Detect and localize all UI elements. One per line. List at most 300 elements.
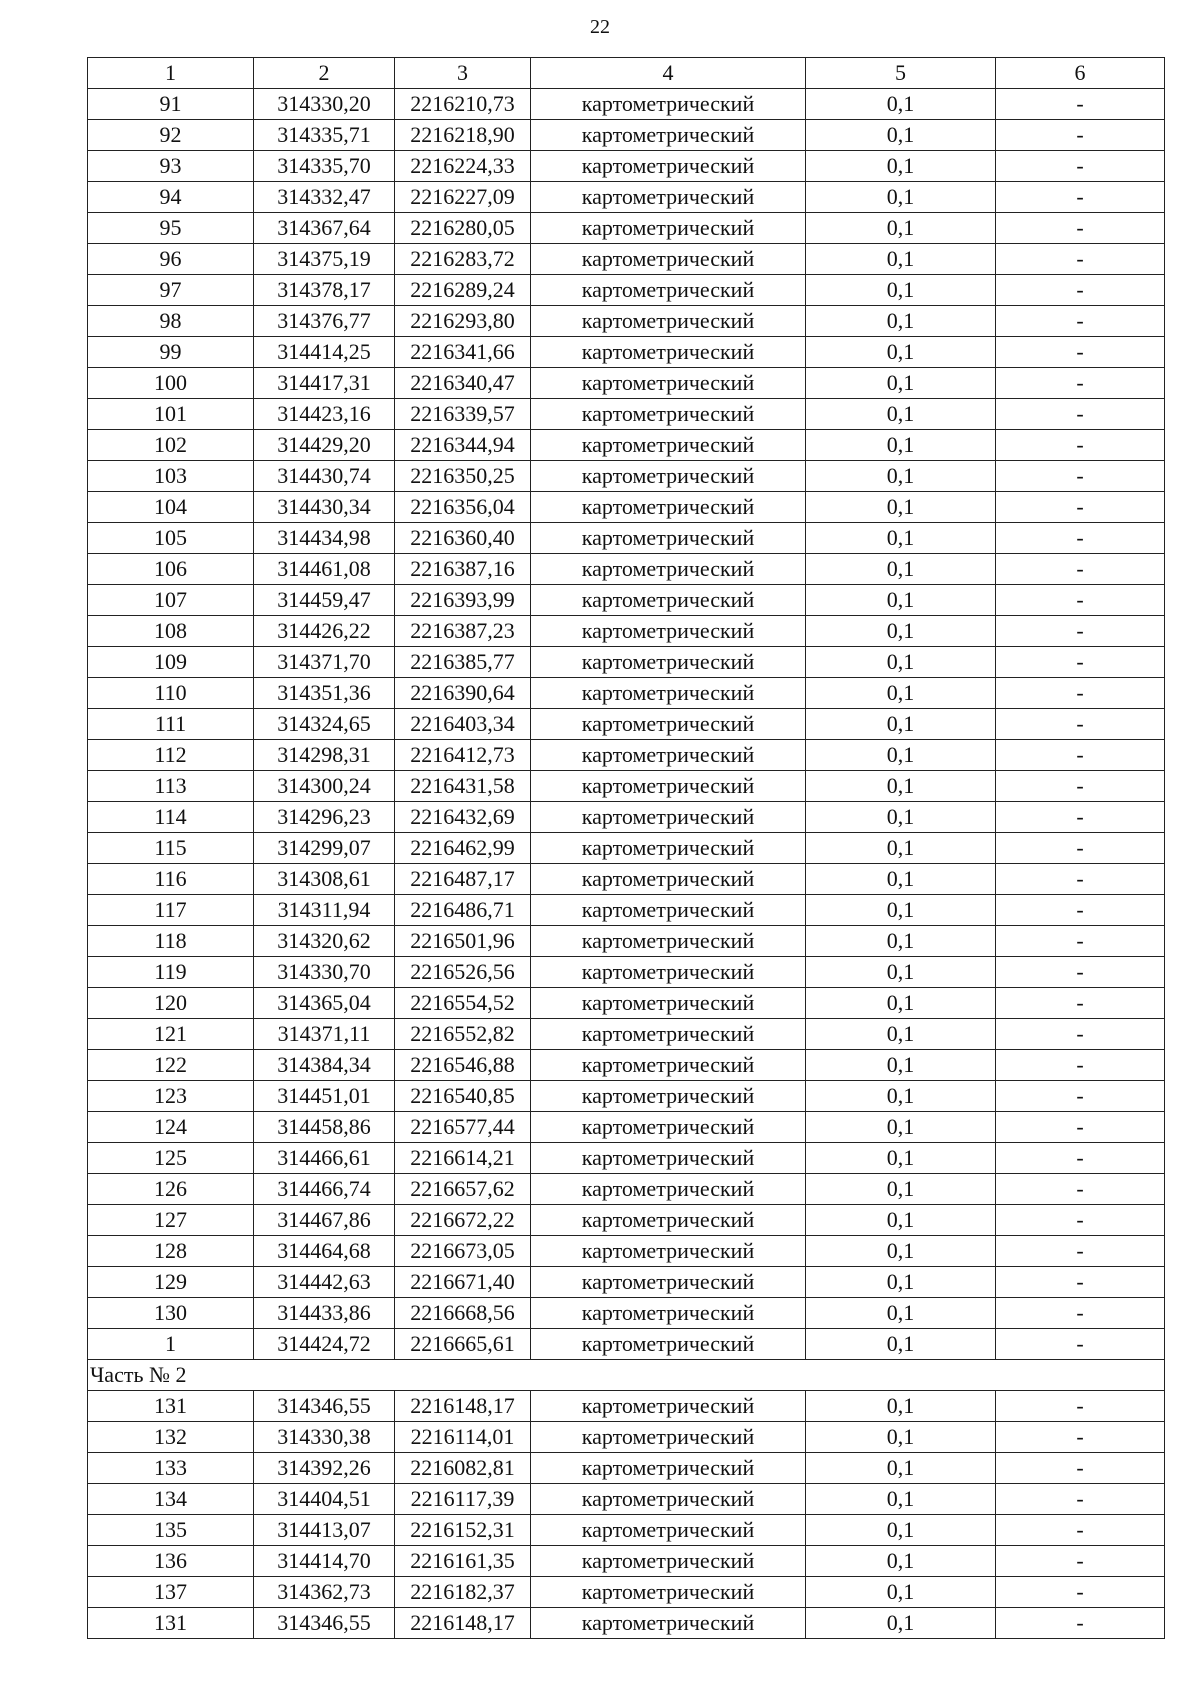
x-coordinate-cell: 314324,65 [254,709,395,740]
note-cell: - [996,1484,1165,1515]
point-number-cell: 111 [88,709,254,740]
note-cell: - [996,182,1165,213]
x-coordinate-cell: 314384,34 [254,1050,395,1081]
accuracy-cell: 0,1 [806,616,996,647]
y-coordinate-cell: 2216671,40 [395,1267,531,1298]
accuracy-cell: 0,1 [806,182,996,213]
header-cell: 3 [395,58,531,89]
accuracy-cell: 0,1 [806,120,996,151]
method-cell: картометрический [531,337,806,368]
note-cell: - [996,1298,1165,1329]
table-row [88,585,1165,616]
point-number-cell: 95 [88,213,254,244]
y-coordinate-cell: 2216360,40 [395,523,531,554]
point-number-cell: 104 [88,492,254,523]
method-cell: картометрический [531,89,806,120]
accuracy-cell: 0,1 [806,1019,996,1050]
table-row [88,120,1165,151]
accuracy-cell: 0,1 [806,461,996,492]
method-cell: картометрический [531,740,806,771]
accuracy-cell: 0,1 [806,864,996,895]
note-cell: - [996,1577,1165,1608]
note-cell: - [996,1453,1165,1484]
note-cell: - [996,647,1165,678]
note-cell: - [996,1143,1165,1174]
method-cell: картометрический [531,1174,806,1205]
point-number-cell: 131 [88,1391,254,1422]
accuracy-cell: 0,1 [806,492,996,523]
coordinates-table [87,57,1165,1639]
method-cell: картометрический [531,213,806,244]
point-number-cell: 116 [88,864,254,895]
point-number-cell: 101 [88,399,254,430]
method-cell: картометрический [531,709,806,740]
y-coordinate-cell: 2216546,88 [395,1050,531,1081]
y-coordinate-cell: 2216540,85 [395,1081,531,1112]
y-coordinate-cell: 2216344,94 [395,430,531,461]
table-row [88,523,1165,554]
note-cell: - [996,1329,1165,1360]
table-row [88,461,1165,492]
note-cell: - [996,275,1165,306]
note-cell: - [996,833,1165,864]
method-cell: картометрический [531,1608,806,1639]
y-coordinate-cell: 2216462,99 [395,833,531,864]
accuracy-cell: 0,1 [806,337,996,368]
x-coordinate-cell: 314458,86 [254,1112,395,1143]
y-coordinate-cell: 2216672,22 [395,1205,531,1236]
x-coordinate-cell: 314466,74 [254,1174,395,1205]
table-row [88,337,1165,368]
y-coordinate-cell: 2216431,58 [395,771,531,802]
y-coordinate-cell: 2216577,44 [395,1112,531,1143]
point-number-cell: 130 [88,1298,254,1329]
x-coordinate-cell: 314451,01 [254,1081,395,1112]
point-number-cell: 97 [88,275,254,306]
method-cell: картометрический [531,1081,806,1112]
x-coordinate-cell: 314429,20 [254,430,395,461]
note-cell: - [996,926,1165,957]
x-coordinate-cell: 314426,22 [254,616,395,647]
accuracy-cell: 0,1 [806,1143,996,1174]
accuracy-cell: 0,1 [806,399,996,430]
method-cell: картометрический [531,988,806,1019]
point-number-cell: 98 [88,306,254,337]
x-coordinate-cell: 314392,26 [254,1453,395,1484]
table-row [88,1205,1165,1236]
y-coordinate-cell: 2216614,21 [395,1143,531,1174]
table-row [88,1484,1165,1515]
note-cell: - [996,554,1165,585]
table-row [88,1329,1165,1360]
accuracy-cell: 0,1 [806,275,996,306]
point-number-cell: 121 [88,1019,254,1050]
point-number-cell: 117 [88,895,254,926]
accuracy-cell: 0,1 [806,740,996,771]
x-coordinate-cell: 314320,62 [254,926,395,957]
point-number-cell: 106 [88,554,254,585]
y-coordinate-cell: 2216657,62 [395,1174,531,1205]
note-cell: - [996,523,1165,554]
note-cell: - [996,678,1165,709]
table-row [88,802,1165,833]
note-cell: - [996,771,1165,802]
point-number-cell: 96 [88,244,254,275]
table-row [88,1081,1165,1112]
note-cell: - [996,895,1165,926]
method-cell: картометрический [531,895,806,926]
point-number-cell: 120 [88,988,254,1019]
header-cell: 2 [254,58,395,89]
accuracy-cell: 0,1 [806,771,996,802]
accuracy-cell: 0,1 [806,1329,996,1360]
x-coordinate-cell: 314299,07 [254,833,395,864]
y-coordinate-cell: 2216227,09 [395,182,531,213]
accuracy-cell: 0,1 [806,802,996,833]
y-coordinate-cell: 2216486,71 [395,895,531,926]
x-coordinate-cell: 314434,98 [254,523,395,554]
x-coordinate-cell: 314298,31 [254,740,395,771]
accuracy-cell: 0,1 [806,1515,996,1546]
accuracy-cell: 0,1 [806,244,996,275]
accuracy-cell: 0,1 [806,988,996,1019]
x-coordinate-cell: 314423,16 [254,399,395,430]
y-coordinate-cell: 2216390,64 [395,678,531,709]
table-row [88,771,1165,802]
table-row [88,1298,1165,1329]
y-coordinate-cell: 2216289,24 [395,275,531,306]
y-coordinate-cell: 2216082,81 [395,1453,531,1484]
table-row [88,1453,1165,1484]
page-number: 22 [590,16,610,38]
table-row [88,306,1165,337]
point-number-cell: 123 [88,1081,254,1112]
table-row [88,647,1165,678]
x-coordinate-cell: 314430,74 [254,461,395,492]
y-coordinate-cell: 2216501,96 [395,926,531,957]
note-cell: - [996,244,1165,275]
table-row [88,213,1165,244]
y-coordinate-cell: 2216668,56 [395,1298,531,1329]
y-coordinate-cell: 2216387,16 [395,554,531,585]
accuracy-cell: 0,1 [806,1608,996,1639]
note-cell: - [996,1422,1165,1453]
note-cell: - [996,1515,1165,1546]
accuracy-cell: 0,1 [806,1205,996,1236]
method-cell: картометрический [531,771,806,802]
method-cell: картометрический [531,647,806,678]
point-number-cell: 122 [88,1050,254,1081]
table-row [88,616,1165,647]
y-coordinate-cell: 2216432,69 [395,802,531,833]
x-coordinate-cell: 314335,70 [254,151,395,182]
note-cell: - [996,1081,1165,1112]
point-number-cell: 91 [88,89,254,120]
table-row [88,926,1165,957]
x-coordinate-cell: 314346,55 [254,1608,395,1639]
section-title-row [88,1360,1165,1391]
method-cell: картометрический [531,1205,806,1236]
header-row [88,58,1165,89]
method-cell: картометрический [531,833,806,864]
table-row [88,678,1165,709]
y-coordinate-cell: 2216117,39 [395,1484,531,1515]
table-row [88,709,1165,740]
accuracy-cell: 0,1 [806,585,996,616]
point-number-cell: 133 [88,1453,254,1484]
y-coordinate-cell: 2216552,82 [395,1019,531,1050]
y-coordinate-cell: 2216161,35 [395,1546,531,1577]
point-number-cell: 131 [88,1608,254,1639]
table-row [88,1143,1165,1174]
accuracy-cell: 0,1 [806,1081,996,1112]
accuracy-cell: 0,1 [806,1577,996,1608]
x-coordinate-cell: 314417,31 [254,368,395,399]
point-number-cell: 136 [88,1546,254,1577]
x-coordinate-cell: 314414,25 [254,337,395,368]
note-cell: - [996,151,1165,182]
x-coordinate-cell: 314351,36 [254,678,395,709]
y-coordinate-cell: 2216412,73 [395,740,531,771]
accuracy-cell: 0,1 [806,1050,996,1081]
method-cell: картометрический [531,182,806,213]
x-coordinate-cell: 314376,77 [254,306,395,337]
point-number-cell: 127 [88,1205,254,1236]
accuracy-cell: 0,1 [806,523,996,554]
note-cell: - [996,89,1165,120]
note-cell: - [996,864,1165,895]
x-coordinate-cell: 314296,23 [254,802,395,833]
y-coordinate-cell: 2216554,52 [395,988,531,1019]
table-row [88,1112,1165,1143]
method-cell: картометрический [531,306,806,337]
note-cell: - [996,399,1165,430]
x-coordinate-cell: 314335,71 [254,120,395,151]
method-cell: картометрический [531,1236,806,1267]
note-cell: - [996,709,1165,740]
method-cell: картометрический [531,678,806,709]
method-cell: картометрический [531,802,806,833]
accuracy-cell: 0,1 [806,1298,996,1329]
accuracy-cell: 0,1 [806,554,996,585]
x-coordinate-cell: 314330,70 [254,957,395,988]
table-row [88,833,1165,864]
table-row [88,957,1165,988]
point-number-cell: 94 [88,182,254,213]
note-cell: - [996,1050,1165,1081]
accuracy-cell: 0,1 [806,895,996,926]
point-number-cell: 107 [88,585,254,616]
y-coordinate-cell: 2216356,04 [395,492,531,523]
method-cell: картометрический [531,399,806,430]
x-coordinate-cell: 314424,72 [254,1329,395,1360]
point-number-cell: 128 [88,1236,254,1267]
note-cell: - [996,740,1165,771]
method-cell: картометрический [531,368,806,399]
x-coordinate-cell: 314371,11 [254,1019,395,1050]
method-cell: картометрический [531,1515,806,1546]
y-coordinate-cell: 2216148,17 [395,1391,531,1422]
accuracy-cell: 0,1 [806,89,996,120]
method-cell: картометрический [531,1546,806,1577]
table-row [88,1546,1165,1577]
coordinates-table-body [88,58,1165,1639]
x-coordinate-cell: 314330,20 [254,89,395,120]
y-coordinate-cell: 2216526,56 [395,957,531,988]
accuracy-cell: 0,1 [806,1453,996,1484]
note-cell: - [996,461,1165,492]
x-coordinate-cell: 314367,64 [254,213,395,244]
accuracy-cell: 0,1 [806,430,996,461]
point-number-cell: 105 [88,523,254,554]
table-row [88,275,1165,306]
method-cell: картометрический [531,1112,806,1143]
note-cell: - [996,1019,1165,1050]
note-cell: - [996,585,1165,616]
method-cell: картометрический [531,1422,806,1453]
table-row [88,1515,1165,1546]
x-coordinate-cell: 314332,47 [254,182,395,213]
method-cell: картометрический [531,523,806,554]
table-row [88,1019,1165,1050]
y-coordinate-cell: 2216403,34 [395,709,531,740]
note-cell: - [996,492,1165,523]
x-coordinate-cell: 314346,55 [254,1391,395,1422]
x-coordinate-cell: 314433,86 [254,1298,395,1329]
accuracy-cell: 0,1 [806,647,996,678]
method-cell: картометрический [531,1298,806,1329]
note-cell: - [996,430,1165,461]
accuracy-cell: 0,1 [806,368,996,399]
accuracy-cell: 0,1 [806,1391,996,1422]
point-number-cell: 113 [88,771,254,802]
note-cell: - [996,1174,1165,1205]
point-number-cell: 100 [88,368,254,399]
table-row [88,399,1165,430]
section-title: Часть № 2 [88,1360,1165,1391]
point-number-cell: 109 [88,647,254,678]
note-cell: - [996,1236,1165,1267]
point-number-cell: 129 [88,1267,254,1298]
table-row [88,1174,1165,1205]
x-coordinate-cell: 314371,70 [254,647,395,678]
accuracy-cell: 0,1 [806,1422,996,1453]
point-number-cell: 126 [88,1174,254,1205]
note-cell: - [996,988,1165,1019]
x-coordinate-cell: 314413,07 [254,1515,395,1546]
method-cell: картометрический [531,585,806,616]
note-cell: - [996,1391,1165,1422]
y-coordinate-cell: 2216665,61 [395,1329,531,1360]
table-row [88,1608,1165,1639]
accuracy-cell: 0,1 [806,1174,996,1205]
header-cell: 4 [531,58,806,89]
y-coordinate-cell: 2216280,05 [395,213,531,244]
x-coordinate-cell: 314404,51 [254,1484,395,1515]
method-cell: картометрический [531,864,806,895]
table-row [88,1577,1165,1608]
x-coordinate-cell: 314365,04 [254,988,395,1019]
method-cell: картометрический [531,461,806,492]
x-coordinate-cell: 314442,63 [254,1267,395,1298]
table-row [88,430,1165,461]
method-cell: картометрический [531,120,806,151]
accuracy-cell: 0,1 [806,833,996,864]
note-cell: - [996,1205,1165,1236]
accuracy-cell: 0,1 [806,1484,996,1515]
header-cell: 5 [806,58,996,89]
y-coordinate-cell: 2216293,80 [395,306,531,337]
y-coordinate-cell: 2216340,47 [395,368,531,399]
point-number-cell: 115 [88,833,254,864]
note-cell: - [996,616,1165,647]
x-coordinate-cell: 314466,61 [254,1143,395,1174]
y-coordinate-cell: 2216283,72 [395,244,531,275]
point-number-cell: 112 [88,740,254,771]
point-number-cell: 114 [88,802,254,833]
y-coordinate-cell: 2216673,05 [395,1236,531,1267]
x-coordinate-cell: 314459,47 [254,585,395,616]
point-number-cell: 99 [88,337,254,368]
point-number-cell: 103 [88,461,254,492]
point-number-cell: 124 [88,1112,254,1143]
accuracy-cell: 0,1 [806,306,996,337]
point-number-cell: 134 [88,1484,254,1515]
x-coordinate-cell: 314311,94 [254,895,395,926]
accuracy-cell: 0,1 [806,926,996,957]
method-cell: картометрический [531,957,806,988]
table-row [88,492,1165,523]
y-coordinate-cell: 2216224,33 [395,151,531,182]
accuracy-cell: 0,1 [806,709,996,740]
point-number-cell: 1 [88,1329,254,1360]
y-coordinate-cell: 2216114,01 [395,1422,531,1453]
header-cell: 6 [996,58,1165,89]
method-cell: картометрический [531,1329,806,1360]
method-cell: картометрический [531,430,806,461]
point-number-cell: 132 [88,1422,254,1453]
x-coordinate-cell: 314378,17 [254,275,395,306]
accuracy-cell: 0,1 [806,1112,996,1143]
x-coordinate-cell: 314461,08 [254,554,395,585]
accuracy-cell: 0,1 [806,213,996,244]
point-number-cell: 135 [88,1515,254,1546]
note-cell: - [996,802,1165,833]
note-cell: - [996,306,1165,337]
note-cell: - [996,1267,1165,1298]
note-cell: - [996,957,1165,988]
table-row [88,895,1165,926]
point-number-cell: 137 [88,1577,254,1608]
table-row [88,182,1165,213]
point-number-cell: 102 [88,430,254,461]
note-cell: - [996,1112,1165,1143]
note-cell: - [996,1546,1165,1577]
point-number-cell: 110 [88,678,254,709]
x-coordinate-cell: 314330,38 [254,1422,395,1453]
point-number-cell: 92 [88,120,254,151]
method-cell: картометрический [531,151,806,182]
table-row [88,89,1165,120]
method-cell: картометрический [531,1267,806,1298]
method-cell: картометрический [531,244,806,275]
x-coordinate-cell: 314467,86 [254,1205,395,1236]
point-number-cell: 118 [88,926,254,957]
table-row [88,1267,1165,1298]
accuracy-cell: 0,1 [806,1546,996,1577]
accuracy-cell: 0,1 [806,957,996,988]
y-coordinate-cell: 2216385,77 [395,647,531,678]
